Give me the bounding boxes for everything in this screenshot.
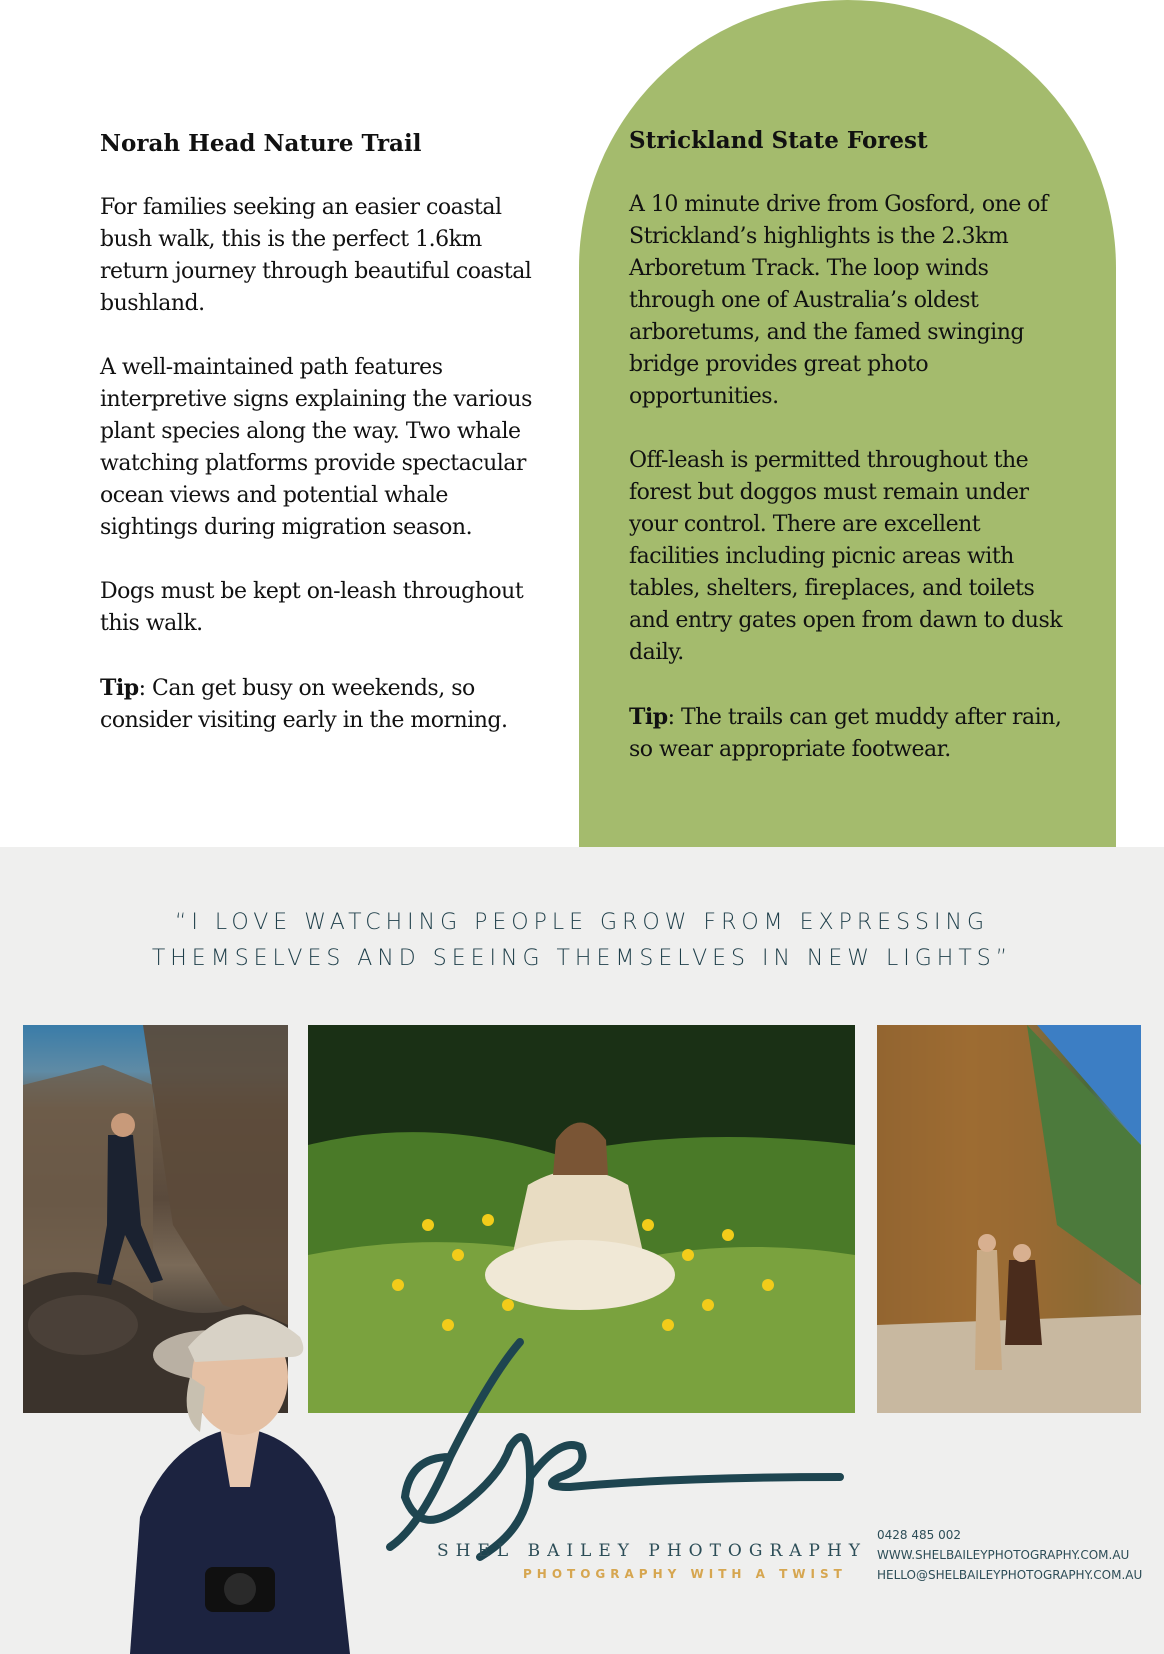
paragraph: For families seeking an easier coastal bush walk, this is the perfect 1.6km return journey through beautiful coastal bushland.	[100, 195, 532, 316]
photo-cliff-couple-art	[877, 1025, 1141, 1413]
tip-label: Tip	[629, 704, 668, 730]
quote-line-2: THEMSELVES AND SEEING THEMSELVES IN NEW LIGHTS”	[151, 946, 1013, 971]
logo-signature	[380, 1337, 850, 1567]
quote	[0, 905, 1164, 977]
contact-phone[interactable]: 0428 485 002	[877, 1528, 961, 1542]
norah-head-section	[100, 128, 540, 769]
paragraph: A well-maintained path features interpretive signs explaining the various plant species along the way. Two whale watching platforms provide spectacular ocean views and potential whale sightings during migration season.	[100, 355, 532, 540]
contact-block	[877, 1525, 1142, 1585]
paragraph: Dogs must be kept on-leash throughout this walk.	[100, 579, 524, 636]
section-title: Norah Head Nature Trail	[100, 130, 422, 157]
tip-label: Tip	[100, 675, 139, 701]
brand-name: SHEL BAILEY PHOTOGRAPHY	[437, 1541, 868, 1561]
contact-email[interactable]: HELLO@SHELBAILEYPHOTOGRAPHY.COM.AU	[877, 1568, 1143, 1582]
tip-text: : Can get busy on weekends, so consider visiting early in the morning.	[100, 676, 508, 733]
footer-section	[0, 847, 1164, 1654]
tip-paragraph	[100, 672, 540, 737]
contact-website[interactable]: WWW.SHELBAILEYPHOTOGRAPHY.COM.AU	[877, 1548, 1130, 1562]
tip-paragraph	[629, 701, 1069, 766]
strickland-section	[629, 125, 1069, 798]
section-title: Strickland State Forest	[629, 127, 928, 154]
quote-line-1: “I LOVE WATCHING PEOPLE GROW FROM EXPRESSING	[174, 910, 990, 935]
paragraph: A 10 minute drive from Gosford, one of Strickland’s highlights is the 2.3km Arboretum Track. The loop winds through one of Australia’s oldest arboretums, and the famed swinging bridge provides great photo opportunities.	[629, 192, 1048, 409]
photo-cliff-couple	[877, 1025, 1141, 1413]
brand-tagline: PHOTOGRAPHY WITH A TWIST	[523, 1567, 847, 1581]
tip-text: : The trails can get muddy after rain, so wear appropriate footwear.	[629, 705, 1062, 762]
paragraph: Off-leash is permitted throughout the forest but doggos must remain under your control. There are excellent facilities including picnic areas with tables, shelters, fireplaces, and toilets and entry gates open from dawn to dusk daily.	[629, 448, 1063, 665]
photographer-portrait	[110, 1267, 370, 1654]
